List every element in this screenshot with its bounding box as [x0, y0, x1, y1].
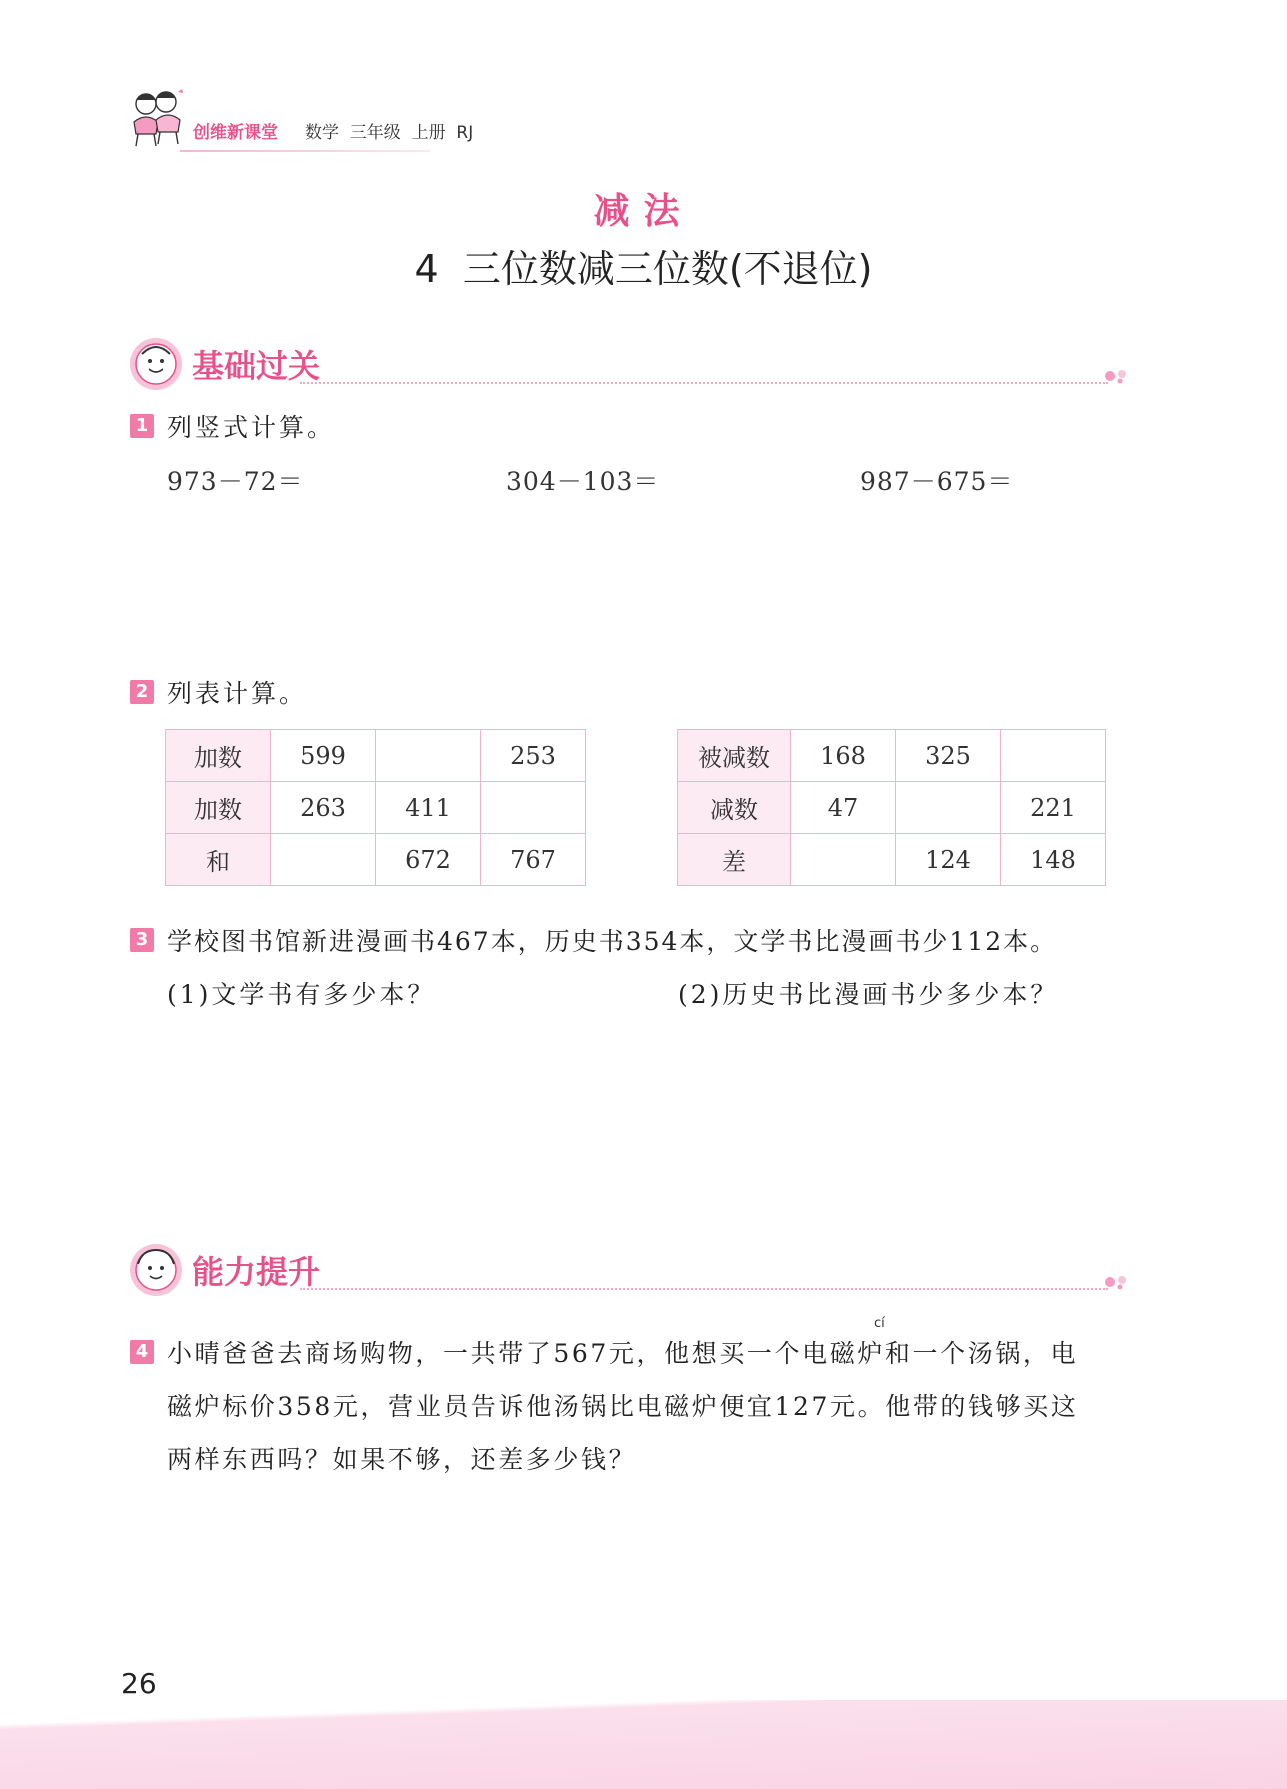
table-cell [1001, 730, 1106, 782]
table-cell [271, 834, 376, 886]
table-cell: 672 [376, 834, 481, 886]
section-divider [300, 382, 1108, 384]
section-divider [300, 1288, 1108, 1290]
table-row [166, 834, 586, 886]
expression-3: 987－675＝ [860, 467, 1014, 496]
table-cell: 47 [791, 782, 896, 834]
table-cell: 325 [896, 730, 1001, 782]
table-cell: 411 [376, 782, 481, 834]
table-row [678, 834, 1106, 886]
expression-1: 973－72＝ [167, 467, 304, 496]
footer-band [0, 1700, 1287, 1789]
table-cell [896, 782, 1001, 834]
table-cell: 599 [271, 730, 376, 782]
table-cell: 加数 [166, 782, 271, 834]
table-cell [481, 782, 586, 834]
table-row [166, 730, 586, 782]
book-info: 数学 三年级 上册 RJ [305, 123, 474, 143]
cartoon-badge-icon [128, 336, 184, 392]
table-row [678, 730, 1106, 782]
table-cell [791, 834, 896, 886]
table-cell: 加数 [166, 730, 271, 782]
expression-2: 304－103＝ [506, 467, 660, 496]
table-cell: 减数 [678, 782, 791, 834]
table-cell: 263 [271, 782, 376, 834]
table-cell: 253 [481, 730, 586, 782]
question-text: 列表计算。 [167, 679, 308, 708]
table-cell: 221 [1001, 782, 1106, 834]
table-cell [376, 730, 481, 782]
section-title-advanced: 能力提升 [192, 1253, 321, 1291]
question-text: 列竖式计算。 [167, 413, 336, 442]
question-number: 2 [130, 680, 154, 704]
question-number: 1 [130, 414, 154, 438]
sub-question-1: (1)文学书有多少本？ [167, 980, 436, 1009]
section-title-basic: 基础过关 [192, 347, 321, 385]
table-cell: 被减数 [678, 730, 791, 782]
table-cell: 148 [1001, 834, 1106, 886]
table-cell: 168 [791, 730, 896, 782]
question-number: 3 [130, 928, 154, 952]
dots-ornament-icon [1104, 368, 1130, 384]
page-number: 26 [121, 1667, 157, 1700]
sub-question-2: (2)历史书比漫画书少多少本？ [678, 980, 1059, 1009]
table-cell: 差 [678, 834, 791, 886]
question-text-line-1: 小晴爸爸去商场购物，一共带了567元，他想买一个电磁炉和一个汤锅，电 [167, 1339, 1079, 1368]
cartoon-badge-icon [128, 1242, 184, 1298]
question-text: 学校图书馆新进漫画书467本，历史书354本，文学书比漫画书少112本。 [167, 927, 1058, 956]
kids-logo-icon [126, 88, 188, 148]
dots-ornament-icon [1104, 1274, 1130, 1290]
pinyin-annotation: cí [874, 1316, 885, 1331]
brand-name: 创维新课堂 [193, 123, 278, 143]
table-row [678, 782, 1106, 834]
question-text-line-3: 两样东西吗？如果不够，还差多少钱？ [167, 1445, 637, 1474]
table-cell: 和 [166, 834, 271, 886]
lesson-title: 4 三位数减三位数(不退位) [414, 247, 873, 291]
table-cell: 767 [481, 834, 586, 886]
header-divider [180, 150, 430, 152]
addition-table [165, 729, 586, 886]
subtraction-table [677, 729, 1106, 886]
table-cell: 124 [896, 834, 1001, 886]
chapter-title: 减法 [593, 191, 694, 232]
question-text-line-2: 磁炉标价358元，营业员告诉他汤锅比电磁炉便宜127元。他带的钱够买这 [167, 1392, 1079, 1421]
table-row [166, 782, 586, 834]
question-number: 4 [130, 1340, 154, 1364]
